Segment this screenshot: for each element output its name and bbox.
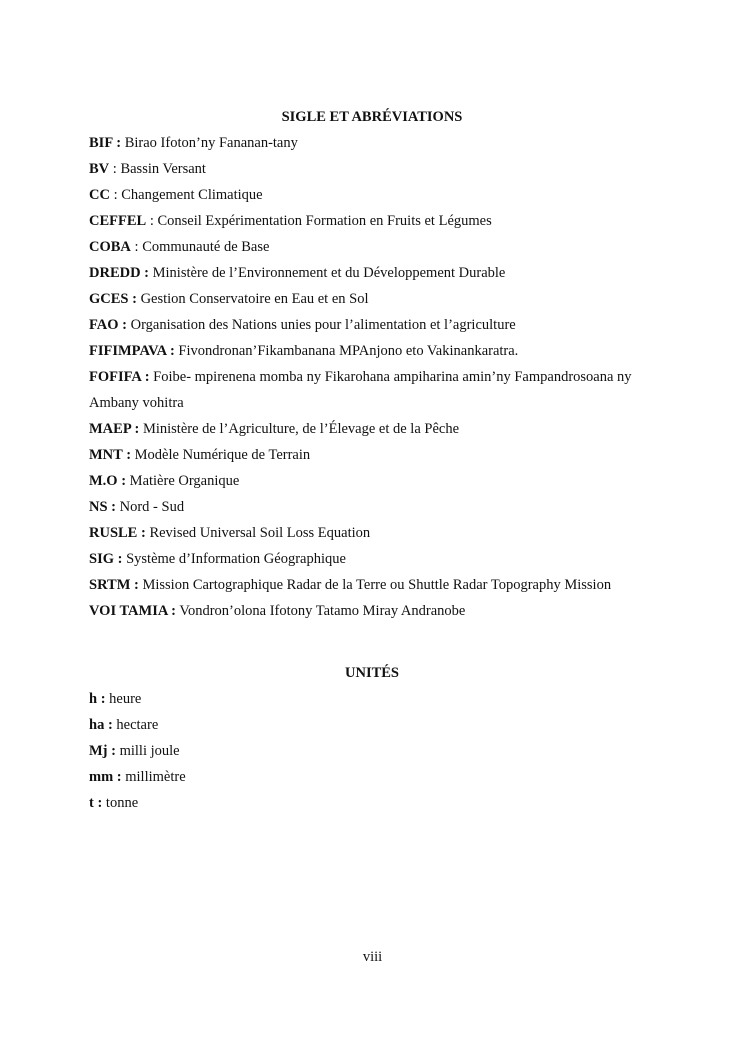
unit-entry [89,741,664,767]
abbreviation-term: BV [89,161,110,177]
abbreviation-term: SIG : [89,551,123,567]
abbreviation-entry [89,315,664,341]
unit-entry [89,793,664,819]
abbreviation-entry [89,549,664,575]
units-heading: UNITÉS [345,665,399,681]
abbreviation-definition: Vondron’olona Ifotony Tatamo Miray Andranobe [176,603,466,619]
abbreviation-term: FOFIFA : [89,369,150,385]
abbreviation-term: FAO : [89,317,127,333]
abbreviation-entry [89,211,664,237]
abbreviation-definition: Ministère de l’Environnement et du Développement Durable [149,265,506,281]
unit-definition: millimètre [121,769,186,785]
abbreviation-term: CEFFEL [89,213,147,229]
abbreviation-term: NS : [89,499,116,515]
abbreviation-definition: Fivondronan’Fikambanana MPAnjono eto Vakinankaratra. [174,343,519,359]
abbreviation-separator: : [109,161,121,177]
abbreviation-term: MNT : [89,447,132,463]
abbreviation-definition: Birao Ifoton’ny Fananan-tany [121,135,298,151]
abbreviation-definition: Nord - Sud [116,499,185,515]
abbreviations-list [89,133,664,627]
unit-definition: tonne [102,795,139,811]
abbreviation-definition: Revised Universal Soil Loss Equation [145,525,371,541]
abbreviation-term: GCES : [89,291,137,307]
abbreviation-term: FIFIMPAVA : [89,343,175,359]
abbreviation-entry [89,523,664,549]
abbreviation-definition: Matière Organique [126,473,240,489]
abbreviation-term: M.O : [89,473,127,489]
unit-definition: hectare [112,717,159,733]
abbreviation-definition: Conseil Expérimentation Formation en Fruits et Légumes [157,213,492,229]
abbreviation-entry [89,471,664,497]
unit-symbol: h : [89,691,106,707]
unit-definition: heure [105,691,142,707]
abbreviation-entry [89,419,664,445]
abbreviation-term: CC [89,187,110,203]
unit-symbol: mm : [89,769,122,785]
unit-definition: milli joule [115,743,180,759]
abbreviation-entry [89,185,664,211]
abbreviation-entry [89,364,664,416]
abbreviation-term: VOI TAMIA : [89,603,176,619]
abbreviation-definition: Foibe- mpirenena momba ny Fikarohana ampiharina amin’ny Fampandrosoana ny Ambany vohitra [89,369,632,411]
abbreviation-definition: Gestion Conservatoire en Eau et en Sol [136,291,369,307]
unit-symbol: Mj : [89,743,116,759]
unit-entry [89,715,664,741]
abbreviation-entry [89,445,664,471]
abbreviation-entry [89,263,664,289]
unit-entry [89,767,664,793]
unit-symbol: ha : [89,717,113,733]
abbreviation-definition: Mission Cartographique Radar de la Terre ou Shuttle Radar Topography Mission [138,577,612,593]
abbreviation-term: COBA [89,239,131,255]
document-page [89,107,664,819]
abbreviation-term: MAEP : [89,421,140,437]
abbreviations-heading: SIGLE ET ABRÉVIATIONS [281,109,463,125]
abbreviation-entry [89,575,664,601]
units-list [89,689,664,819]
abbreviation-entry [89,289,664,315]
abbreviation-separator: : [146,213,158,229]
page-number: viii [362,949,383,965]
abbreviation-definition: Communauté de Base [142,239,270,255]
unit-symbol: t : [89,795,103,811]
abbreviation-definition: Modèle Numérique de Terrain [131,447,311,463]
abbreviation-definition: Bassin Versant [120,161,206,177]
abbreviation-term: SRTM : [89,577,139,593]
abbreviation-term: RUSLE : [89,525,146,541]
abbreviation-term: BIF : [89,135,122,151]
abbreviation-entry [89,237,664,263]
unit-entry [89,689,664,715]
abbreviation-definition: Organisation des Nations unies pour l’alimentation et l’agriculture [127,317,516,333]
abbreviation-separator: : [130,239,143,255]
abbreviation-entry [89,133,664,159]
abbreviation-definition: Changement Climatique [121,187,263,203]
abbreviation-entry [89,159,664,185]
abbreviation-separator: : [109,187,122,203]
abbreviation-definition: Ministère de l’Agriculture, de l’Élevage et de la Pêche [139,421,460,437]
abbreviation-definition: Système d’Information Géographique [122,551,346,567]
abbreviation-entry [89,497,664,523]
abbreviation-term: DREDD : [89,265,150,281]
abbreviation-entry [89,601,664,627]
